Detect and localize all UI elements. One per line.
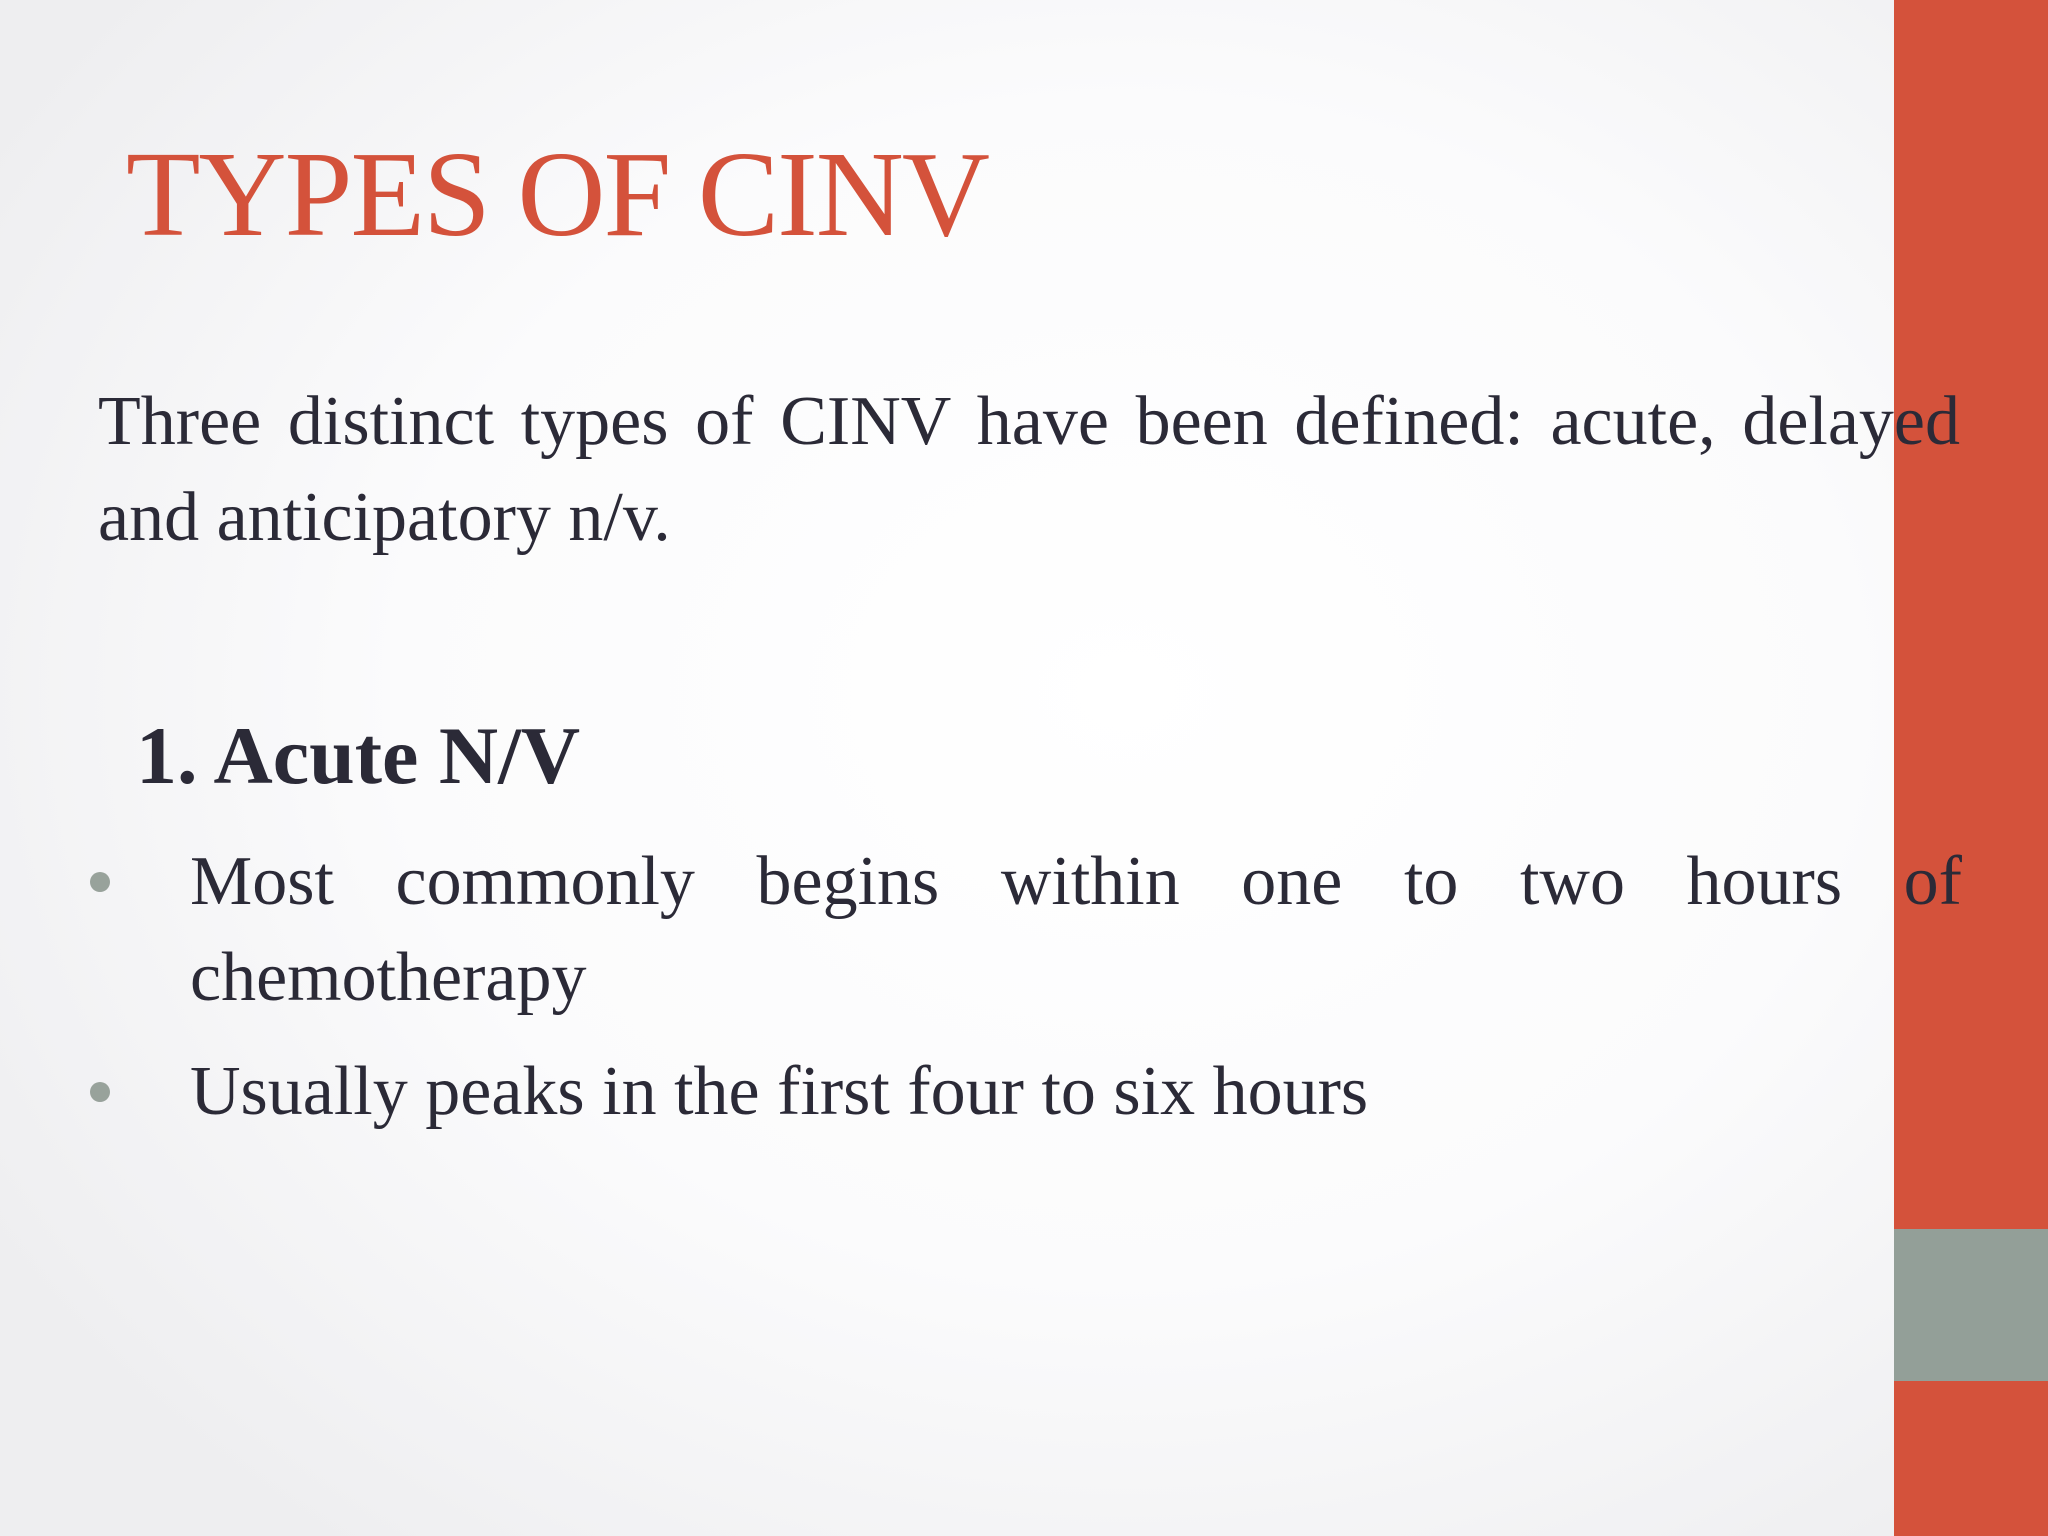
- bullet-text: Usually peaks in the first four to six hours: [190, 1053, 1369, 1130]
- bullet-list: [0, 834, 1962, 1158]
- decorative-side-bar-accent: [1894, 1229, 2048, 1381]
- bullet-item: [0, 834, 1962, 1026]
- bullet-text: Most commonly begins within one to two hours of chemotherapy: [190, 843, 1962, 1016]
- bullet-icon: [90, 872, 110, 892]
- section-heading: 1. Acute N/V: [136, 710, 581, 801]
- intro-paragraph: Three distinct types of CINV have been defined: acute, delayed and anticipatory n/v.: [98, 383, 1960, 556]
- bullet-icon: [90, 1082, 110, 1102]
- bullet-item: [0, 1044, 1962, 1140]
- slide-title: TYPES OF CINV: [126, 127, 989, 262]
